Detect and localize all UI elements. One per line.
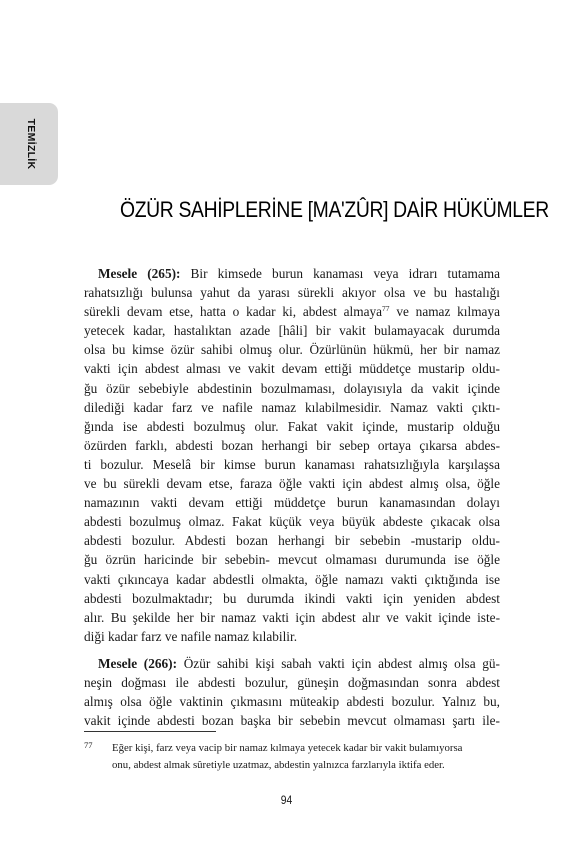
paragraph-line: vakti çıkıncaya kadar abdestli olmakta, öğle namazı vakti çıktığında ise [84,571,500,587]
mesele-heading: Mesele (266): [98,655,178,671]
footnote-line: Eğer kişi, farz veya vacip bir namaz kılmaya yetecek kadar bir vakit bulamıyorsa [112,742,463,754]
paragraph-line: alır. Bu şekilde her bir namaz vakti için abdest alır ve vakit içinde iste- [84,609,500,625]
paragraph-line: neşin doğması ile abdesti bozulur, güneşin doğmasından sonra abdest [84,674,500,690]
paragraph-line: ve bu sürekli devam etse, faraza öğle vakti için abdest almış olsa, öğle [84,476,500,492]
paragraph-line: ğu özrün haricinde bir sebebin- mevcut olmaması durumunda ise öğle [84,552,500,568]
body-text [84,264,500,730]
paragraph-line: ğu özür sebebiyle abdestinin bozulmaması, dolayısıyla da vakit içinde [84,380,500,396]
paragraph-line: özürden farklı, abdesti bozan herhangi bir sebep ortaya çıkarsa abdes- [84,437,500,453]
paragraph-line: yetecek kadar, hastalıktan azade [hâli] bir vakit bulamayacak durumda [84,323,500,339]
footnote [84,740,504,773]
paragraph-line: abdesti bozulmaktadır; bu durumda ikindi vakti için yeniden abdest [84,590,500,606]
paragraph-line: Mesele (265): Bir kimsede burun kanaması veya idrarı tutamama [98,266,500,281]
paragraph-line: olsa bu kimse özür sahibi olmuş olur. Özürlünün hükmü, her bir namaz [84,342,500,358]
footnote-number: 77 [84,740,93,750]
paragraph-line: dilediği kadar farz ve nafile namaz kılabilmesidir. Namaz vakti çıktı- [84,399,500,415]
paragraph-line: vakti için abdest alması ve vakit devam ettiği müddetçe mustarip oldu- [84,361,500,377]
paragraph-line: rahatsızlığı bulunsa yahut da yarası sürekli akıyor olsa ve bu hastalığı [84,285,500,301]
section-tab-label: TEMİZLİK [25,118,37,170]
paragraph-line: sürekli devam etse, hatta o kadar ki, abdest almaya$^{77}$ ve namaz kılmaya [84,304,500,320]
chapter-title: ÖZÜR SAHİPLERİNE [MA'ZÛR] DAİR HÜKÜMLER [120,197,549,222]
paragraph-line: abdesti bozulmuş olmaz. Fakat küçük veya büyük abdeste çıkacak olsa [84,514,500,530]
paragraph-line: abdesti bozulur. Abdesti bozan herhangi bir sebebin -mustarip oldu- [84,533,500,549]
paragraph-line: ğında ise abdesti bozulmuş olur. Fakat vakit içinde, mustarip olduğu [84,418,500,434]
page-number: 94 [280,795,293,807]
paragraph-line: Mesele (266): Özür sahibi kişi sabah vakti için abdest almış olsa gü- [98,655,500,671]
paragraph-line: vakit içinde abdesti bozan başka bir sebebin mevcut olmaması şartı ile- [84,713,500,729]
paragraph-line: namazının vakti devam ettiği müddetçe burun kanamasından dolayı [84,495,500,511]
mesele-heading: Mesele (265): [98,266,181,281]
footnote-reference: 77 [382,304,390,314]
footnote-line: onu, abdest almak sûretiyle uzatmaz, abdestin yalnızca farzlarıyla iktifa eder. [112,758,445,771]
paragraph-line: diği kadar farz ve nafile namaz kılabilir. [84,628,298,644]
paragraph-line: almış olsa öğle vaktinin çıkmasını müteakip abdesti bozulur. Yalnız bu, [84,694,500,710]
paragraph-line: ti bozulur. Meselâ bir kimse burun kanaması rahatsızlığıyla karşılaşsa [84,456,500,472]
footnote-divider [84,731,216,732]
